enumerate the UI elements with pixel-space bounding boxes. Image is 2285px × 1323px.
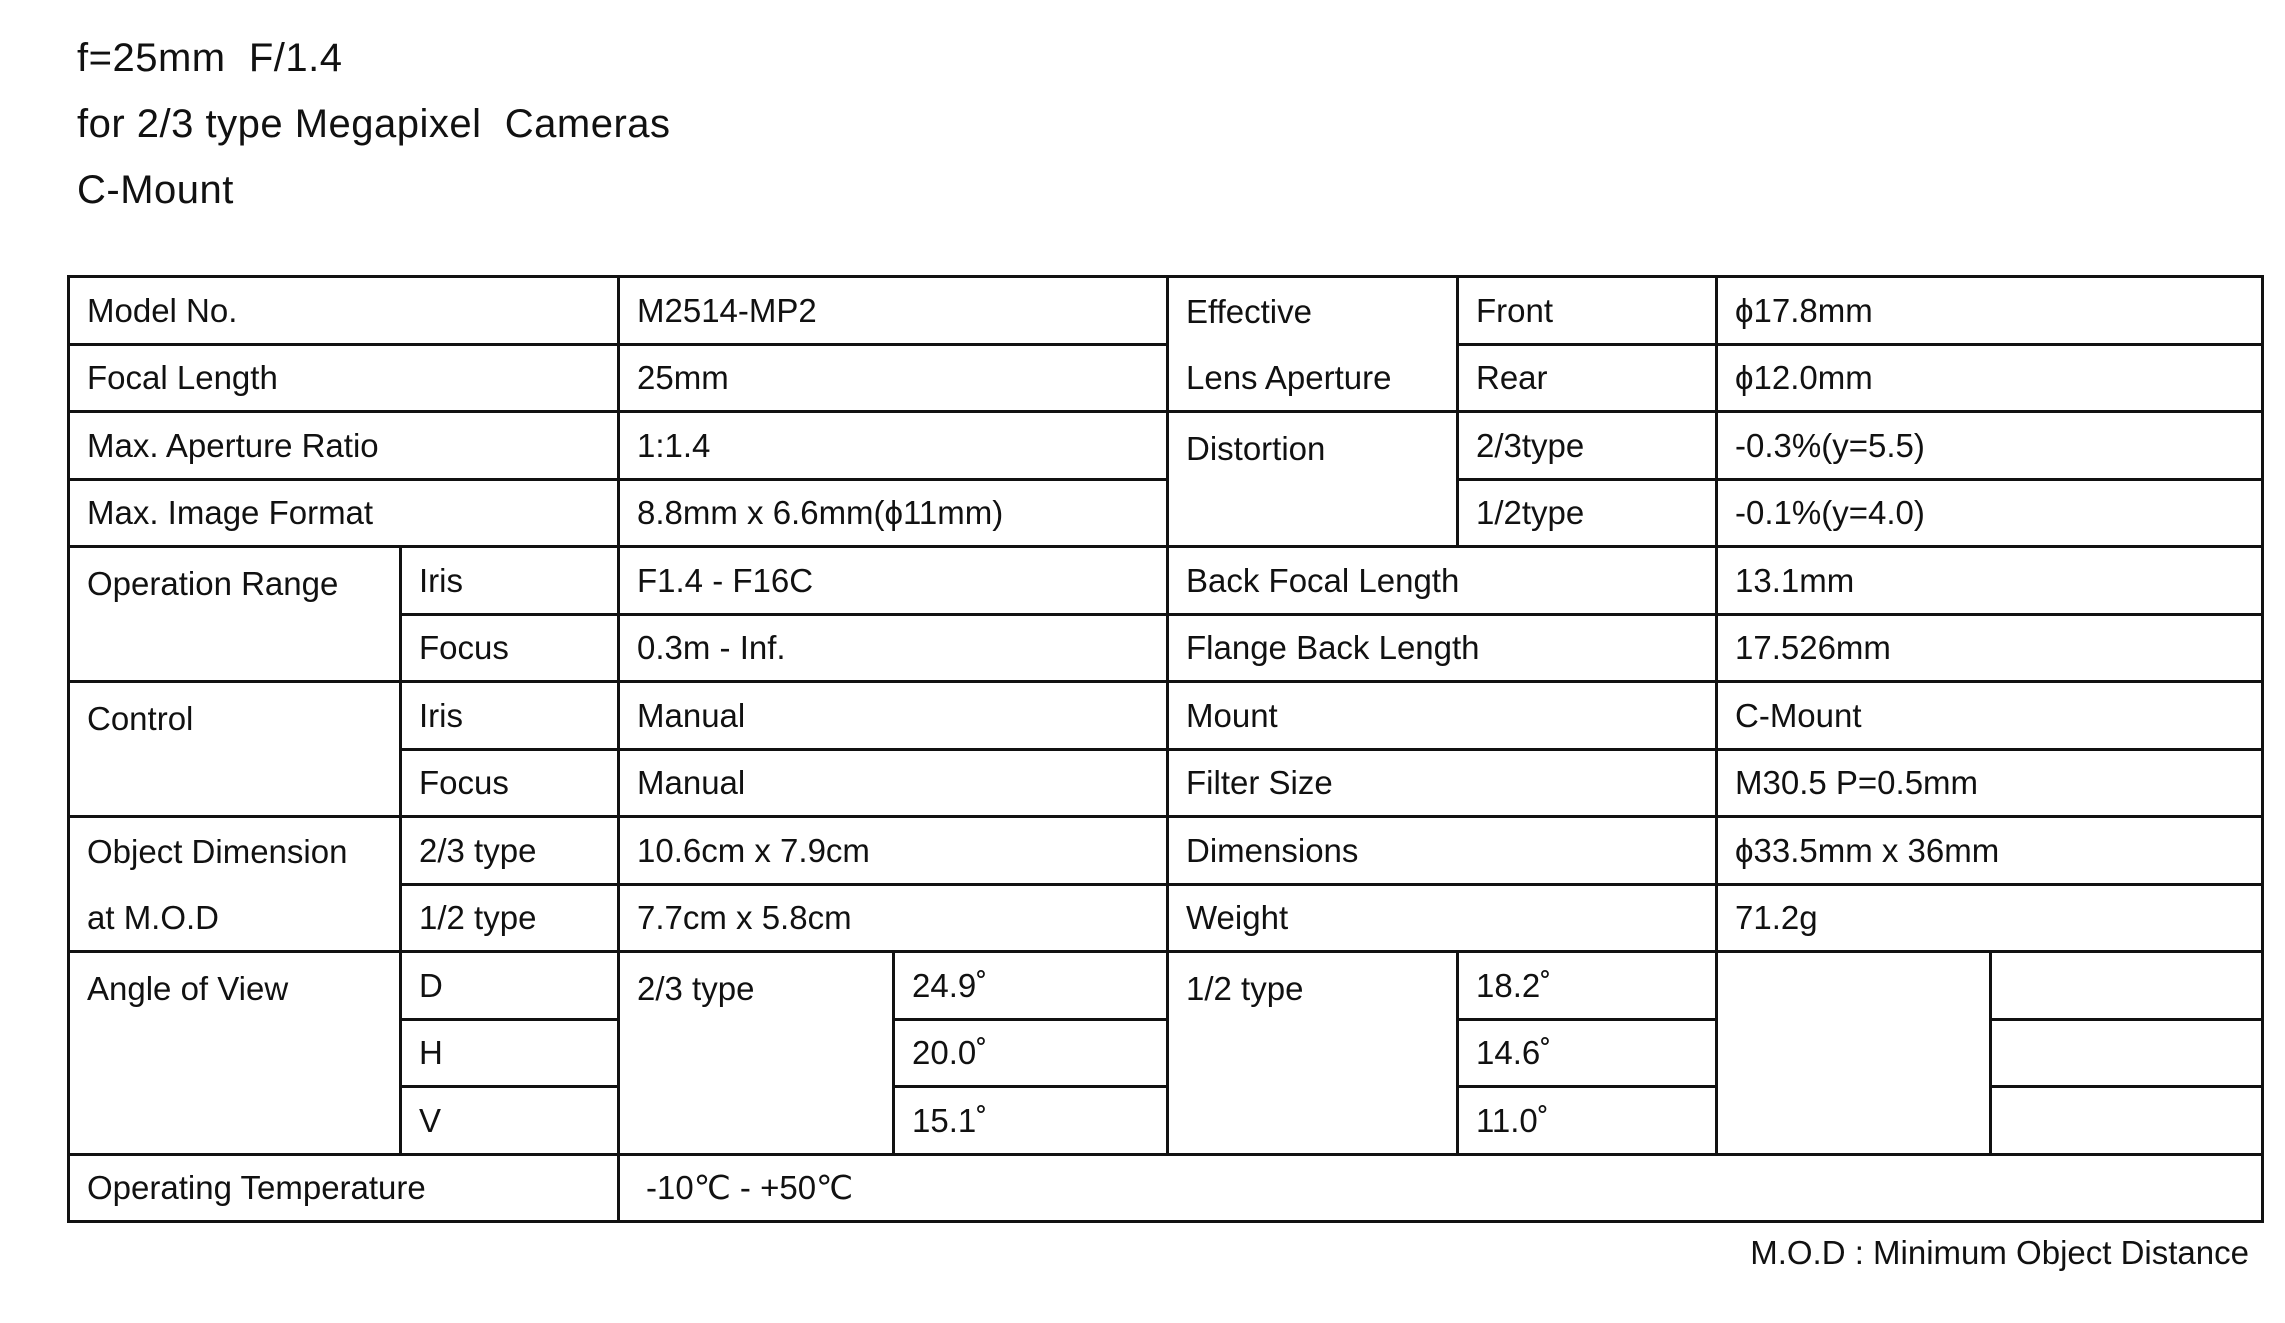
distortion-1-2-type-label: 1/2type (1458, 479, 1717, 547)
operating-temperature-value: -10℃ - +50℃ (619, 1154, 2263, 1222)
flange-back-length-value: 17.526mm (1717, 614, 2263, 682)
mount-label: Mount (1168, 682, 1717, 750)
object-dimension-2-3-type-label: 2/3 type (401, 817, 619, 885)
dimensions-label: Dimensions (1168, 817, 1717, 885)
table-row (69, 682, 2263, 750)
angle-2-3-type-d-value: 24.9˚ (894, 952, 1168, 1020)
mount-type-line: C-Mount (77, 168, 234, 212)
angle-1-2-type-v-value: 11.0˚ (1458, 1087, 1717, 1155)
control-iris-value: Manual (619, 682, 1168, 750)
front-aperture-value: ϕ17.8mm (1717, 277, 2263, 345)
distortion-2-3-type-value: -0.3%(y=5.5) (1717, 412, 2263, 480)
object-dimension-1-2-type-value: 7.7cm x 5.8cm (619, 884, 1168, 952)
table-row (69, 817, 2263, 885)
angle-h-label: H (401, 1019, 619, 1087)
object-dimension-label-line1: Object Dimension (69, 817, 401, 885)
flange-back-length-label: Flange Back Length (1168, 614, 1717, 682)
max-image-format-value: 8.8mm x 6.6mm(ϕ11mm) (619, 479, 1168, 547)
table-row (69, 547, 2263, 615)
angle-of-view-label: Angle of View (69, 952, 401, 1155)
angle-1-2-type-label: 1/2 type (1168, 952, 1458, 1155)
angle-2-3-type-h-value: 20.0˚ (894, 1019, 1168, 1087)
back-focal-length-label: Back Focal Length (1168, 547, 1717, 615)
control-focus-value: Manual (619, 749, 1168, 817)
angle-d-label: D (401, 952, 619, 1020)
angle-2-3-type-v-value: 15.1˚ (894, 1087, 1168, 1155)
table-row (69, 1154, 2263, 1222)
angle-blank-cell (1991, 952, 2263, 1020)
angle-blank-cell (1991, 1087, 2263, 1155)
angle-2-3-type-label: 2/3 type (619, 952, 894, 1155)
filter-size-value: M30.5 P=0.5mm (1717, 749, 2263, 817)
operation-range-focus-label: Focus (401, 614, 619, 682)
object-dimension-2-3-type-value: 10.6cm x 7.9cm (619, 817, 1168, 885)
operation-range-label: Operation Range (69, 547, 401, 682)
operating-temperature-label: Operating Temperature (69, 1154, 619, 1222)
angle-blank-cell (1717, 952, 1991, 1155)
rear-aperture-value: ϕ12.0mm (1717, 344, 2263, 412)
table-row (69, 479, 2263, 547)
max-aperture-ratio-label: Max. Aperture Ratio (69, 412, 619, 480)
distortion-1-2-type-value: -0.1%(y=4.0) (1717, 479, 2263, 547)
model-no-label: Model No. (69, 277, 619, 345)
angle-v-label: V (401, 1087, 619, 1155)
camera-compatibility-line: for 2/3 type Megapixel Cameras (77, 102, 671, 146)
weight-value: 71.2g (1717, 884, 2263, 952)
focal-length-label: Focal Length (69, 344, 619, 412)
table-row (69, 952, 2263, 1020)
model-no-value: M2514-MP2 (619, 277, 1168, 345)
max-image-format-label: Max. Image Format (69, 479, 619, 547)
spec-table (67, 275, 2264, 1223)
object-dimension-1-2-type-label: 1/2 type (401, 884, 619, 952)
effective-aperture-label-line2: Lens Aperture (1168, 344, 1458, 412)
distortion-label: Distortion (1168, 412, 1458, 547)
angle-blank-cell (1991, 1019, 2263, 1087)
control-label: Control (69, 682, 401, 817)
filter-size-label: Filter Size (1168, 749, 1717, 817)
effective-aperture-label-line1: Effective (1168, 277, 1458, 345)
control-iris-label: Iris (401, 682, 619, 750)
object-dimension-label-line2: at M.O.D (69, 884, 401, 952)
table-row (69, 344, 2263, 412)
angle-1-2-type-h-value: 14.6˚ (1458, 1019, 1717, 1087)
front-aperture-label: Front (1458, 277, 1717, 345)
focal-length-value: 25mm (619, 344, 1168, 412)
control-focus-label: Focus (401, 749, 619, 817)
distortion-2-3-type-label: 2/3type (1458, 412, 1717, 480)
back-focal-length-value: 13.1mm (1717, 547, 2263, 615)
lens-spec-title: f=25mm F/1.4 (77, 36, 343, 80)
operation-range-iris-value: F1.4 - F16C (619, 547, 1168, 615)
dimensions-value: ϕ33.5mm x 36mm (1717, 817, 2263, 885)
rear-aperture-label: Rear (1458, 344, 1717, 412)
mount-value: C-Mount (1717, 682, 2263, 750)
table-row (69, 884, 2263, 952)
weight-label: Weight (1168, 884, 1717, 952)
mod-footnote: M.O.D : Minimum Object Distance (1750, 1234, 2249, 1271)
operation-range-focus-value: 0.3m - Inf. (619, 614, 1168, 682)
table-row (69, 277, 2263, 345)
table-row (69, 412, 2263, 480)
operation-range-iris-label: Iris (401, 547, 619, 615)
angle-1-2-type-d-value: 18.2˚ (1458, 952, 1717, 1020)
max-aperture-ratio-value: 1:1.4 (619, 412, 1168, 480)
